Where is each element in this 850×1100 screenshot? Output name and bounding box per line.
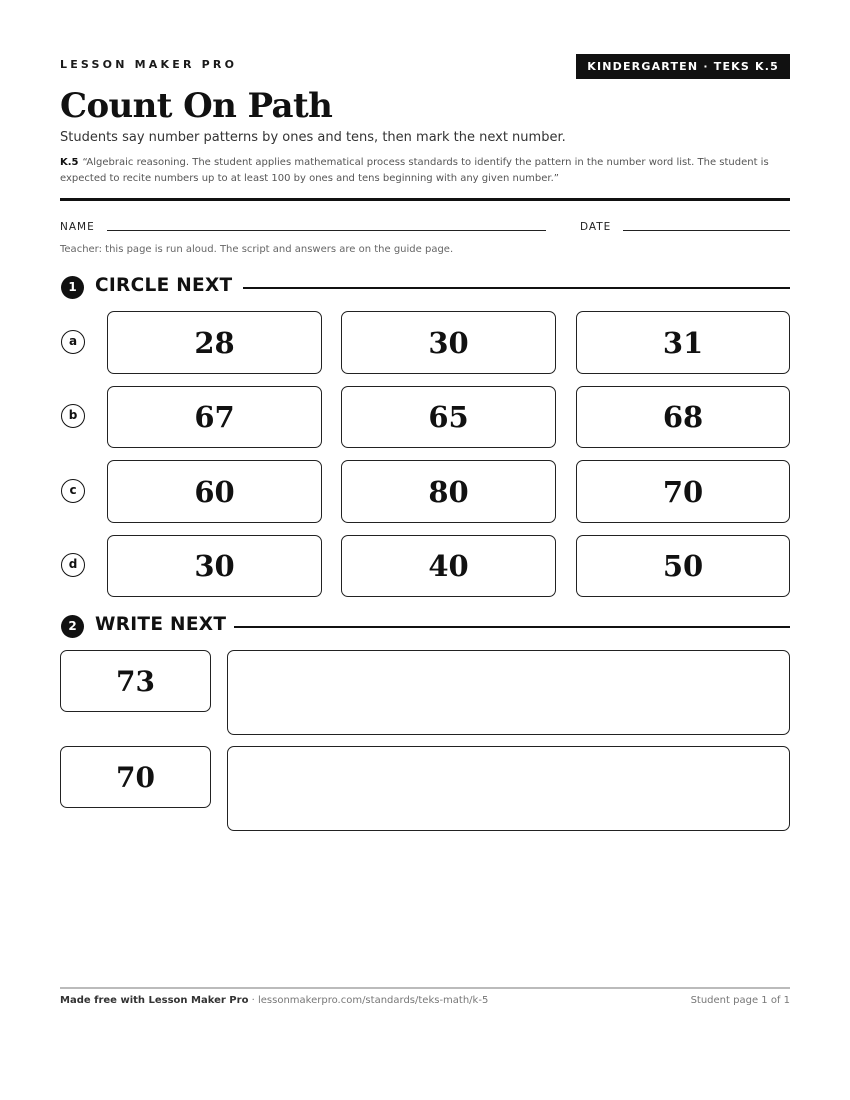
choice-a-3[interactable]: 31 bbox=[576, 311, 790, 374]
page-title: Count On Path bbox=[60, 86, 333, 126]
given-number-1: 73 bbox=[60, 650, 211, 712]
choice-c-3[interactable]: 70 bbox=[576, 460, 790, 523]
standard-code: K.5 bbox=[60, 157, 79, 168]
row-b-letter: b bbox=[61, 404, 85, 428]
footer-made-with: Made free with Lesson Maker Pro bbox=[60, 995, 249, 1006]
choice-c-1[interactable]: 60 bbox=[107, 460, 322, 523]
choice-c-2[interactable]: 80 bbox=[341, 460, 556, 523]
date-field[interactable] bbox=[623, 230, 790, 231]
choice-a-2[interactable]: 30 bbox=[341, 311, 556, 374]
choice-d-3[interactable]: 50 bbox=[576, 535, 790, 597]
choice-b-2[interactable]: 65 bbox=[341, 386, 556, 448]
standard-description bbox=[60, 155, 790, 187]
section-1-number: 1 bbox=[61, 276, 84, 299]
choice-d-1[interactable]: 30 bbox=[107, 535, 322, 597]
row-d-letter: d bbox=[61, 553, 85, 577]
row-a-letter: a bbox=[61, 330, 85, 354]
name-field[interactable] bbox=[107, 230, 546, 231]
grade-standard-badge: KINDERGARTEN · TEKS K.5 bbox=[576, 54, 790, 79]
name-label: NAME bbox=[60, 221, 95, 233]
answer-box-2[interactable] bbox=[227, 746, 790, 831]
given-number-2: 70 bbox=[60, 746, 211, 808]
section-2-number: 2 bbox=[61, 615, 84, 638]
page-subtitle: Students say number patterns by ones and tens, then mark the next number. bbox=[60, 130, 566, 145]
footer-credit bbox=[60, 995, 488, 1006]
choice-b-1[interactable]: 67 bbox=[107, 386, 322, 448]
footer-divider bbox=[60, 987, 790, 989]
section-1-title: CIRCLE NEXT bbox=[95, 275, 233, 296]
choice-b-3[interactable]: 68 bbox=[576, 386, 790, 448]
answer-box-1[interactable] bbox=[227, 650, 790, 735]
footer-url[interactable]: · lessonmakerpro.com/standards/teks-math/k-5 bbox=[248, 995, 489, 1006]
section-1-rule bbox=[243, 287, 790, 289]
standard-text: “Algebraic reasoning. The student applies mathematical process standards to identify the pattern in the number word list. The student is expected to recite numbers up to at least 100 by ones and tens beginning with any given number.” bbox=[60, 157, 769, 184]
section-2-rule bbox=[234, 626, 790, 628]
brand-name: LESSON MAKER PRO bbox=[60, 58, 238, 71]
section-2-title: WRITE NEXT bbox=[95, 614, 227, 635]
header-divider bbox=[60, 198, 790, 201]
choice-d-2[interactable]: 40 bbox=[341, 535, 556, 597]
footer-page-count: Student page 1 of 1 bbox=[690, 995, 790, 1006]
date-label: DATE bbox=[580, 221, 612, 233]
choice-a-1[interactable]: 28 bbox=[107, 311, 322, 374]
row-c-letter: c bbox=[61, 479, 85, 503]
teacher-note: Teacher: this page is run aloud. The script and answers are on the guide page. bbox=[60, 244, 454, 255]
